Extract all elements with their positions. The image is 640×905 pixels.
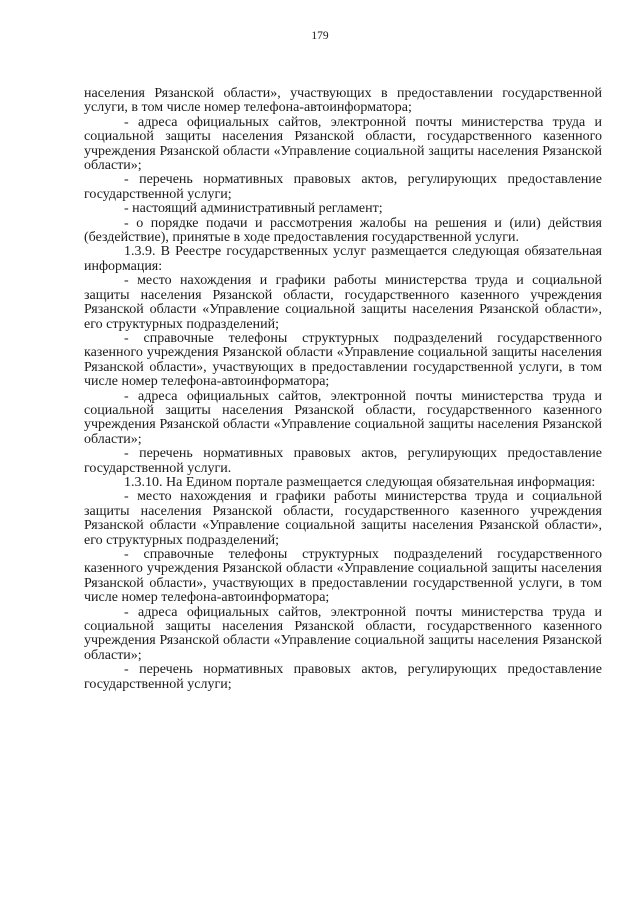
paragraph-websites: - адреса официальных сайтов, электронной почты министерства труда и социальной защиты населения Рязанской области, государственного казенного учреждения Рязанской области «Управление социальной защиты населения Рязанской области»; xyxy=(84,388,602,447)
paragraph-websites: - адреса официальных сайтов, электронной почты министерства труда и социальной защиты населения Рязанской области, государственного казенного учреждения Рязанской области «Управление социальной защиты населения Рязанской области»; xyxy=(84,114,602,174)
paragraph-location: - место нахождения и графики работы министерства труда и социальной защиты населения Рязанской области, государственного казенного учреждения Рязанской области «Управление социальной защиты населения Рязанской области», его структурных подразделений; xyxy=(84,489,602,548)
paragraph-websites: - адреса официальных сайтов, электронной почты министерства труда и социальной защиты населения Рязанской области, государственного казенного учреждения Рязанской области «Управление социальной защиты населения Рязанской области»; xyxy=(84,604,602,663)
paragraph-legal-acts: - перечень нормативных правовых актов, регулирующих предоставление государственной услуги; xyxy=(84,172,602,202)
paragraph-phones: - справочные телефоны структурных подразделений государственного казенного учреждения Рязанской области «Управление социальной защиты населения Рязанской области», участвующих в предоставлении государственной услуги, в том числе номер телефона-автоинформатора; xyxy=(84,330,602,390)
paragraph-phones: - справочные телефоны структурных подразделений государственного казенного учреждения Рязанской области «Управление социальной защиты населения Рязанской области», участвующих в предоставлении государственной услуги, в том числе номер телефона-автоинформатора; xyxy=(84,547,602,606)
section-1-3-9-heading: 1.3.9. В Реестре государственных услуг размещается следующая обязательная информация: xyxy=(84,244,602,274)
document-body xyxy=(84,87,602,692)
page-number: 179 xyxy=(311,30,329,42)
paragraph-regulation: - настоящий административный регламент; xyxy=(124,201,383,217)
paragraph-location: - место нахождения и графики работы министерства труда и социальной защиты населения Рязанской области, государственного казенного учреждения Рязанской области «Управление социальной защиты населения Рязанской области», его структурных подразделений; xyxy=(84,273,602,332)
paragraph-complaints: - о порядке подачи и рассмотрения жалобы на решения и (или) действия (бездействие), принятые в ходе предоставления государственной услуги. xyxy=(84,215,602,246)
section-1-3-10-heading: 1.3.10. На Едином портале размещается следующая обязательная информация: xyxy=(124,474,596,490)
paragraph-continued: населения Рязанской области», участвующих в предоставлении государственной услуги, в том числе номер телефона-автоинформатора; xyxy=(84,86,602,116)
paragraph-legal-acts: - перечень нормативных правовых актов, регулирующих предоставление государственной услуги; xyxy=(84,662,602,692)
paragraph-legal-acts: - перечень нормативных правовых актов, регулирующих предоставление государственной услуги. xyxy=(84,446,602,476)
